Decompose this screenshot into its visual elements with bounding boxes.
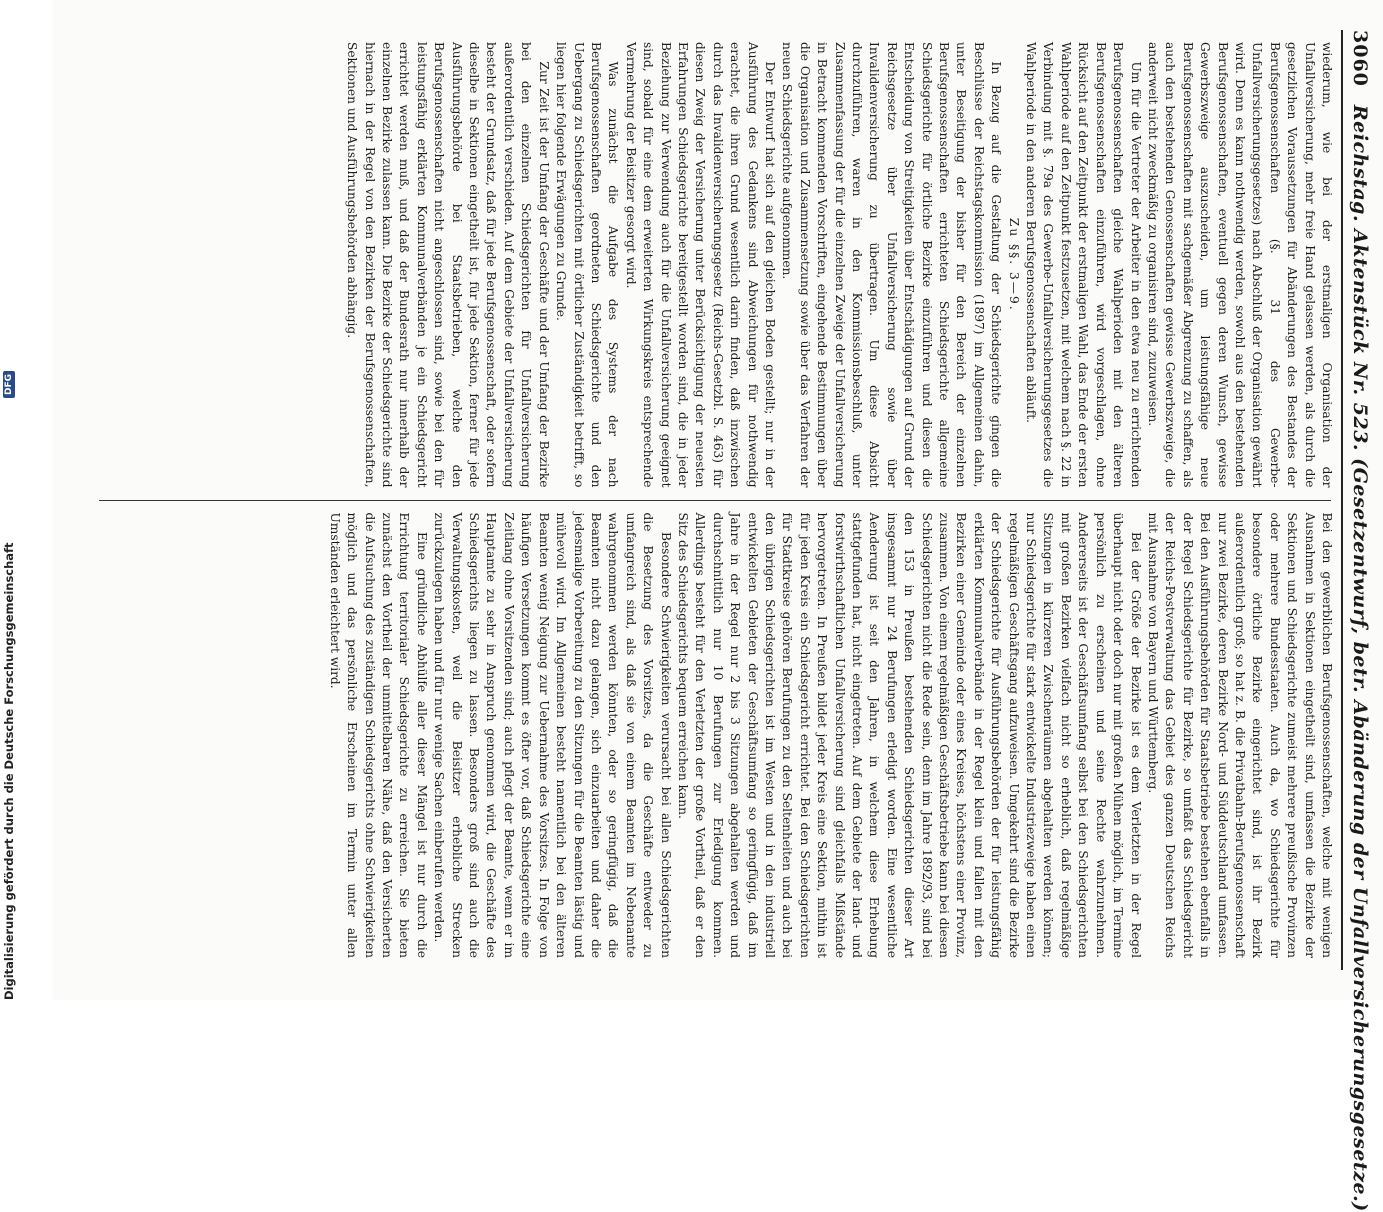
document-page [53, 0, 1383, 1212]
credit-text: Digitalisierung gefördert durch die Deutsche Forschungsgemeinschaft [2, 542, 16, 1000]
paragraph: wiederum, wie bei der erstmaligen Organisation der Unfallversicherung, mehr freie Hand gelassen werden, als durch die gesetzlichen Voraussetzungen für Abänderungen des Bestandes der Berufsgenossenschaften (§. 31 des Gewerbe-Unfallversicherungsgesetzes) nach Abschluß der Organisation gewährt wird. Denn es kann nothwendig werden, sowohl aus den bestehenden Berufsgenossenschaften, eventuell gegen deren Wunsch, gewisse Gewerbszweige auszuscheiden, um leistungsfähige neue Berufsgenossenschaften mit sachgemäßer Abgrenzung zu schaffen, als auch den bestehenden Genossenschaften gewisse Gewerbszweige, die anderweit nicht zweckmäßig zu organisiren sind, zuzuweisen. [1145, 42, 1334, 488]
digitization-credit [2, 373, 20, 1000]
page-number: 3060 [1349, 30, 1371, 87]
paragraph: Besondere Schwierigkeiten verursacht bei allen Schiedsgerichten die Besetzung des Vorsitzes, da die Geschäfte entweder zu umfangreich sind, als daß sie von einem Beamten im Nebenamte wahrgenommen werden könnten, oder so geringfügig, daß die Beamten nicht dazu gelangen, sich einzuarbeiten und daher die jedesmalige Vorbereitung zu den Sitzungen für die Beamten lästig und mühevoll wird. Im Allgemeinen besteht namentlich bei den älteren Beamten wenig Neigung zur Uebernahme des Vorsitzes. In Folge von häufigen Versetzungen kommt es öfter vor, daß Schiedsgerichte eine Zeitlang ohne Vorsitzenden sind; auch pflegt der Beamte, wenn er im Hauptamte zu sehr in Anspruch genommen wird, die Geschäfte des Schiedsgerichts liegen zu lassen. Besonders groß sind auch die Verwaltungskosten, weil die Beisitzer erhebliche Strecken zurückzulegen haben und für nur wenige Sachen einberufen werden. [432, 512, 673, 958]
paragraph: Um für die Vertreter der Arbeiter in den etwa neu zu errichtenden Berufsgenossenschaften gleiche Wahlperioden mit den älteren Berufsgenossenschaften einzuführen, wird vorgeschlagen, ohne Rücksicht auf den Zeitpunkt der erstmaligen Wahl, das Ende der ersten Wahlperiode auf den Zeitpunkt festzusetzen, mit welchem nach §. 22 in Verbindung mit §. 79a des Gewerbe-Unfallversicherungsgesetzes die Wahlperiode in den anderen Berufsgenossenschaften abläuft. [1024, 42, 1143, 488]
running-title: Reichstag. Aktenstück Nr. 523. (Gesetzentwurf, betr. Abänderung der Unfallversicherungsgesetze.) [1349, 104, 1371, 1212]
paragraph: Eine gründliche Abhülfe aller dieser Mängel ist nur durch die Errichtung territorialer Schiedsgerichte zu erreichen. Sie bieten zunächst den Vortheil der unmittelbaren Nähe, daß den Versicherten die Aufsuchung des zuständigen Schiedsgerichts ohne Schwierigkeiten möglich und das persönliche Erscheinen im Termin unter allen Umständen erleichtert wird. [327, 512, 429, 958]
paragraph: Was zunächst die Aufgabe des Systems der nach Berufsgenossenschaften geordneten Schiedsgerichte und den Uebergang zu Schiedsgerichten mit örtlicher Zuständigkeit betrifft, so liegen hier folgende Erwägungen zu Grunde. [554, 42, 621, 488]
paragraph: Zur Zeit ist der Umfang der Geschäfte und der Umfang der Bezirke bei den einzelnen Schiedsgerichten für Unfallversicherung außerordentlich verschieden. Auf dem Gebiete der Unfallversicherung besteht der Grundsatz, daß für jede Berufsgenossenschaft, oder sofern dieselbe in Sektionen eingetheilt ist, für jede Sektion, ferner für jede Ausführungsbehörde bei Staatsbetrieben, welche den Berufsgenossenschaften nicht angeschlossen sind, sowie bei den für leistungsfähig erklärten Kommunalverbänden je ein Schiedsgericht errichtet werden muß, und daß der Bundesrath nur innerhalb der einzelnen Bezirke zulassen kann. Die Bezirke der Schiedsgerichte sind hiernach in der Regel von den Bezirken der Berufsgenossenschaften, Sektionen und Ausführungsbehörden abhängig. [345, 42, 551, 488]
page-header [1341, 30, 1373, 1212]
dfg-logo-icon: DFG [3, 371, 15, 398]
text-columns [95, 30, 1335, 970]
paragraph: Bei der Größe der Bezirke ist es dem Verletzten in der Regel überhaupt nicht oder doch nur mit großen Mühen möglich, im Termine persönlich zu erscheinen und seine Rechte wahrzunehmen. Andererseits ist der Geschäftsumfang selbst bei den Schiedsgerichten mit großen Bezirken vielfach nicht so erheblich, daß regelmäßige Sitzungen in kürzeren Zwischenräumen abgehalten werden können; nur Schiedsgerichte für stark entwickelte Industriezweige haben einen regelmäßigen Geschäftsgang aufzuweisen. Umgekehrt sind die Bezirke der Schiedsgerichte für Ausführungsbehörden der für leistungsfähig erklärten Kommunalverbände in der Regel klein und fallen mit den Bezirken einer Gemeinde oder eines Kreises, höchstens einer Provinz, zusammen. Von einem regelmäßigen Geschäftsbetriebe kann bei diesen Schiedsgerichten nicht die Rede sein, denn im Jahre 1892/93, sind bei den 153 in Preußen bestehenden Schiedsgerichten dieser Art insgesammt nur 24 Berufungen erledigt worden. Eine wesentliche Aenderung ist seit den Jahren, in welchem diese Erhebung stattgefunden hat, nicht eingetreten. Auf dem Gebiete der land- und forstwirthschaftlichen Unfallversicherung sind gleichfalls Mißstände hervorgetreten. In Preußen bildet jeder Kreis eine Sektion, mithin ist für jeden Kreis ein Schiedsgericht errichtet. Bei den Schiedsgerichten für Stadtkreise gehören Berufungen zu den Seltenheiten und auch bei den übrigen Schiedsgerichten ist im Westen und in den industriell entwickelten Gebieten der Geschäftsumfang so geringfügig, daß im Jahre in der Regel nur 2 bis 3 Sitzungen abgehalten werden und durchschnittlich nur 10 Berufungen zur Erledigung kommen. Allerdings besteht für den Verletzten der große Vortheil, daß er den Sitz des Schiedsgerichts bequem erreichen kann. [675, 512, 1143, 958]
paragraph: Bei den gewerblichen Berufsgenossenschaften, welche mit wenigen Ausnahmen in Sektionen eingetheilt sind, umfassen die Bezirke der Sektionen und Schiedsgerichte zumeist mehrere preußische Provinzen oder mehrere Bundesstaaten. Auch da, wo Schiedsgerichte für besondere örtliche Bezirke eingerichtet sind, ist ihr Bezirk außerordentlich groß; so hat z. B. die Privatbahn-Berufsgenossenschaft nur zwei Bezirke, deren Bezirke Nord- und Süddeutschland umfassen. Bei den Ausführungsbehörden für Staatsbetriebe bestehen ebenfalls in der Regel Schiedsgerichte für Bezirke, so umfaßt das Schiedsgericht der Reichs-Postverwaltung das Gebiet des ganzen Deutschen Reichs mit Ausnahme von Bayern und Württemberg. [1145, 512, 1334, 958]
paragraph: Der Entwurf hat sich auf den gleichen Boden gestellt; nur in der Ausführung des Gedankens sind Abweichungen für nothwendig erachtet, die ihren Grund wesentlich darin finden, daß inzwischen durch das Invalidenversicherungsgesetz (Reichs-Gesetzbl. S. 463) für diesen Zweig der Versicherung unter Berücksichtigung der neuesten Erfahrungen Schiedsgerichte bereitgestellt worden sind, die in jeder Beziehung zur Verwendung auch für die Unfallversicherung geeignet sind, sobald für eine dem erweiterten Wirkungskreis entsprechende Vermehrung der Beisitzer gesorgt wird. [623, 42, 777, 488]
left-column [95, 30, 1335, 500]
paragraph: In Bezug auf die Gestaltung der Schiedsgerichte gingen die Beschlüsse der Reichstagskommission (1897) im Allgemeinen dahin, unter Beseitigung der bisher für den Bereich der einzelnen Berufsgenossenschaften errichteten Schiedsgerichte allgemeine Schiedsgerichte für örtliche Bezirke einzuführen und diesen die Entscheidung von Streitigkeiten über Entschädigungen auf Grund der Reichsgesetze über Unfallversicherung sowie über Invalidenversicherung zu übertragen. Um diese Absicht durchzuführen, waren in den Kommissionsbeschluß, unter Zusammenfassung der für die einzelnen Zweige der Unfallversicherung in Betracht kommenden Vorschriften, eingehende Bestimmungen über die Organisation und Zusammensetzung sowie über das Verfahren der neuen Schiedsgerichte aufgenommen. [780, 42, 1004, 488]
section-heading: Zu §§. 3—9. [1006, 217, 1021, 312]
right-column [95, 501, 1335, 971]
